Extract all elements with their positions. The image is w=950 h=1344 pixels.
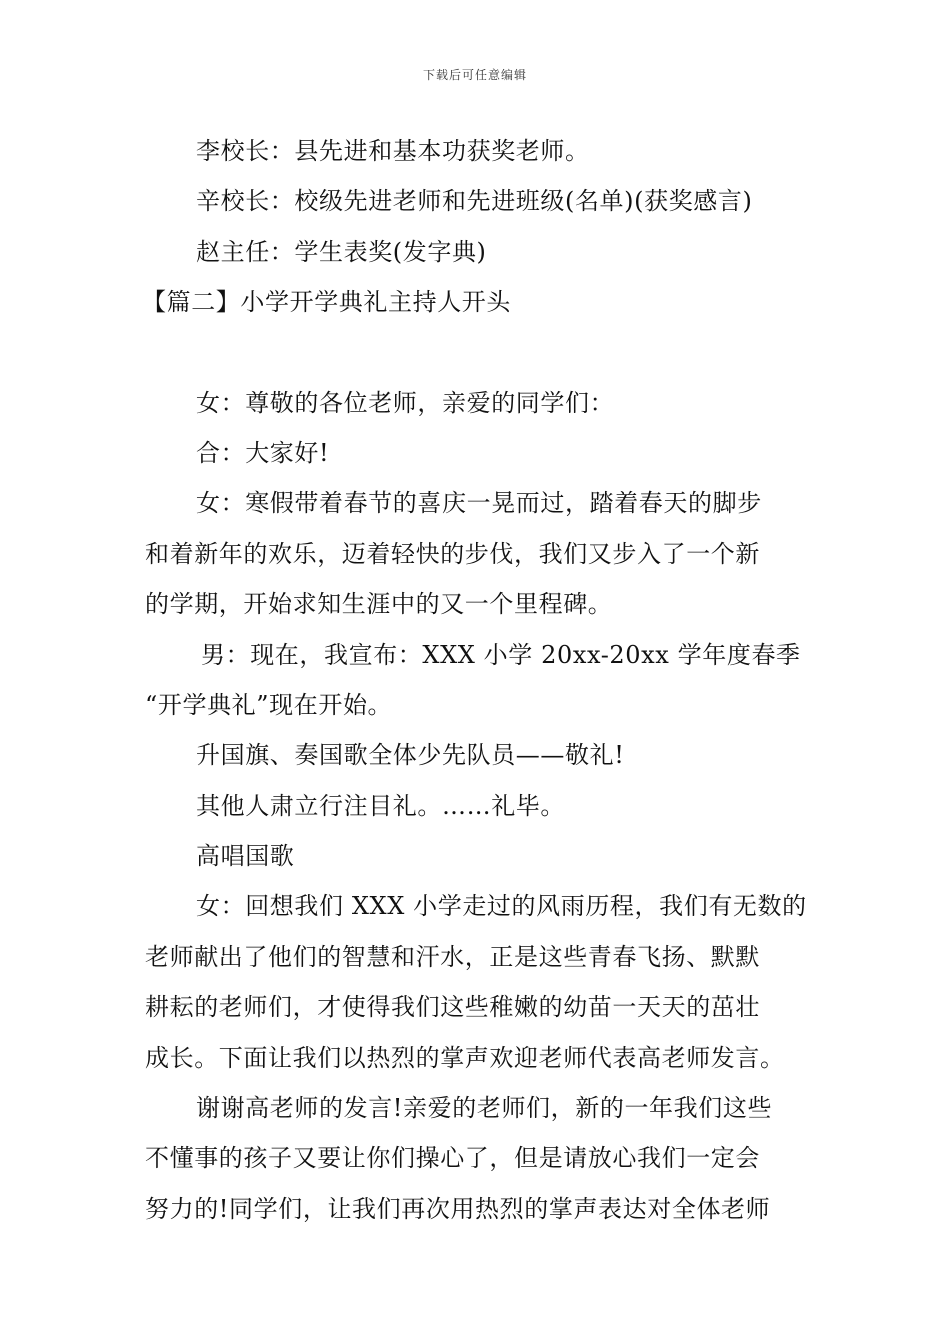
paragraph-line: 男：现在，我宣布：XXX 小学 20xx-20xx 学年度春季: [201, 640, 801, 669]
paragraph-line: 不懂事的孩子又要让你们操心了，但是请放心我们一定会: [145, 1144, 760, 1173]
paragraph-line: 女：尊敬的各位老师，亲爱的同学们：: [196, 388, 615, 417]
paragraph-line: 谢谢高老师的发言!亲爱的老师们，新的一年我们这些: [196, 1094, 773, 1123]
paragraph-line: 辛校长：校级先进老师和先进班级(名单)(获奖感言): [196, 187, 753, 216]
paragraph-line: 高唱国歌: [196, 842, 295, 871]
document-body: [142, 126, 807, 1234]
paragraph-line: 的学期，开始求知生涯中的又一个里程碑。: [145, 590, 613, 619]
paragraph-line: 耕耘的老师们，才使得我们这些稚嫩的幼苗一天天的茁壮: [145, 993, 760, 1022]
paragraph-line: 合：大家好!: [196, 438, 330, 467]
paragraph-line: 赵主任：学生表奖(发字典): [196, 237, 487, 266]
paragraph-line: 升国旗、奏国歌全体少先队员——敬礼!: [196, 741, 625, 770]
page-header-note: 下载后可任意编辑: [422, 68, 527, 82]
paragraph-line: 努力的!同学们，让我们再次用热烈的掌声表达对全体老师: [145, 1194, 771, 1223]
paragraph-line: 李校长：县先进和基本功获奖老师。: [196, 137, 590, 165]
paragraph-line: “开学典礼”现在开始。: [145, 690, 393, 719]
paragraph-line: 女：寒假带着春节的喜庆一晃而过，踏着春天的脚步: [196, 489, 762, 518]
paragraph-line: 老师献出了他们的智慧和汗水，正是这些青春飞扬、默默: [145, 942, 760, 971]
paragraph-line: 女：回想我们 XXX 小学走过的风雨历程，我们有无数的: [196, 892, 807, 921]
paragraph-line: 成长。下面让我们以热烈的掌声欢迎老师代表高老师发言。: [145, 1043, 785, 1072]
section-heading: 【篇二】小学开学典礼主持人开头: [142, 288, 511, 317]
paragraph-line: 其他人肃立行注目礼。……礼毕。: [196, 791, 565, 820]
paragraph-line: 和着新年的欢乐，迈着轻快的步伐，我们又步入了一个新: [145, 539, 760, 568]
blank-line: [145, 328, 807, 378]
